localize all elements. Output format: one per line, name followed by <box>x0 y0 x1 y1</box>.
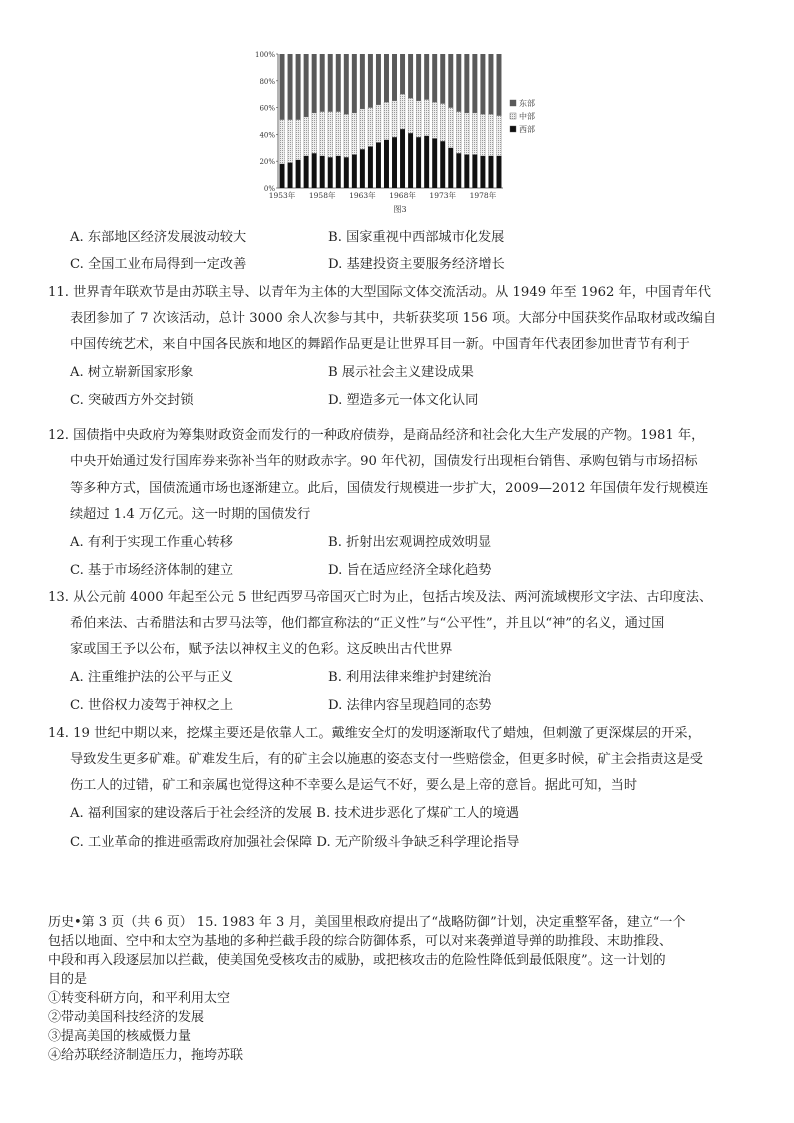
bar-segment-1966-西部 <box>384 140 389 188</box>
x-tick-label: 1963年 <box>349 191 376 200</box>
q12-stem-line-2: 中央开始通过发行国库券来弥补当年的财政赤字。90 年代初，国债发行出现柜台销售、承购包销与市场招标 <box>70 454 698 469</box>
q11-option-a[interactable]: A. 树立崭新国家形象 <box>70 365 194 380</box>
bar-segment-1965-中部 <box>376 105 381 143</box>
bar-segment-1968-中部 <box>400 94 405 129</box>
bar-segment-1963-西部 <box>360 149 365 188</box>
y-tick-label: 80% <box>259 77 275 86</box>
x-tick-label: 1953年 <box>268 191 296 200</box>
bar-segment-1954-东部 <box>288 54 293 120</box>
q14-stem-line-3: 伤工人的过错，矿工和亲属也觉得这种不幸要么是运气不好，要么是上帝的意旨。据此可知，当时 <box>70 778 638 793</box>
bar-segment-1958-中部 <box>320 112 325 156</box>
q12-stem-line-4: 续超过 1.4 万亿元。这一时期的国债发行 <box>70 507 311 522</box>
bar-segment-1971-西部 <box>424 136 429 188</box>
bar-segment-1979-中部 <box>488 114 493 156</box>
bar-segment-1973-西部 <box>440 141 445 188</box>
bar-segment-1959-东部 <box>328 54 333 112</box>
bar-segment-1959-中部 <box>328 112 333 158</box>
bar-segment-1969-东部 <box>408 54 413 98</box>
bar-segment-1969-西部 <box>408 133 413 188</box>
bar-segment-1966-中部 <box>384 102 389 140</box>
bar-segment-1960-东部 <box>336 54 341 112</box>
bar-segment-1955-西部 <box>296 160 301 188</box>
bar-segment-1970-西部 <box>416 137 421 188</box>
legend-label: 东部 <box>519 99 535 108</box>
bar-segment-1975-中部 <box>456 112 461 154</box>
legend-label: 中部 <box>519 112 535 121</box>
bar-segment-1980-西部 <box>496 156 501 188</box>
q13-option-b[interactable]: B. 利用法律来维护封建统治 <box>328 670 492 685</box>
bar-segment-1954-中部 <box>288 120 293 163</box>
bar-segment-1963-东部 <box>360 54 365 109</box>
chart-title: 图3 <box>393 205 407 214</box>
legend-swatch-东部 <box>510 100 516 106</box>
q12-option-a[interactable]: A. 有利于实现工作重心转移 <box>70 535 233 550</box>
bar-segment-1960-西部 <box>336 156 341 188</box>
bar-segment-1971-东部 <box>424 54 429 100</box>
q12-stem-line-3: 等多种方式，国债流通市场也逐渐建立。此后，国债发行规模进一步扩大，2009—2012 年国债年发行规模连 <box>70 481 709 496</box>
bar-segment-1975-西部 <box>456 153 461 188</box>
bar-segment-1978-中部 <box>480 114 485 156</box>
bar-segment-1962-东部 <box>352 54 357 113</box>
bar-segment-1977-东部 <box>472 54 477 113</box>
bar-segment-1955-东部 <box>296 54 301 120</box>
bar-segment-1969-中部 <box>408 98 413 133</box>
bar-segment-1962-西部 <box>352 155 357 189</box>
bar-segment-1975-东部 <box>456 54 461 112</box>
bar-segment-1965-西部 <box>376 142 381 188</box>
bar-segment-1973-中部 <box>440 104 445 142</box>
legend-swatch-中部 <box>510 113 516 119</box>
bar-segment-1955-中部 <box>296 120 301 160</box>
bar-segment-1959-西部 <box>328 157 333 188</box>
q15-stem-line-4: 目的是 <box>48 972 88 987</box>
bar-segment-1958-西部 <box>320 156 325 188</box>
legend-label: 西部 <box>519 125 535 134</box>
q15-stem-line-3: 中段和再入段逐层加以拦截，使美国免受核攻击的威胁，或把核攻击的危险性降低到最低限度”。这一计划的 <box>48 953 666 968</box>
chart-legend <box>510 98 535 134</box>
q15-item-4: ④给苏联经济制造压力，拖垮苏联 <box>48 1048 244 1063</box>
bar-segment-1953-西部 <box>280 164 285 188</box>
bar-segment-1970-东部 <box>416 54 421 101</box>
bar-segment-1980-中部 <box>496 116 501 156</box>
bar-segment-1972-西部 <box>432 138 437 188</box>
y-axis-ticks <box>255 51 278 193</box>
y-tick-label: 60% <box>259 104 275 113</box>
q14-stem-line-2: 导致发生更多矿难。矿难发生后，有的矿主会以施惠的姿态支付一些赔偿金，但更多时候，矿主会指责这是受 <box>70 752 703 767</box>
q11-stem-line-1: 11. 世界青年联欢节是由苏联主导、以青年为主体的大型国际文体交流活动。从 1949 年至 1962 年，中国青年代 <box>48 285 711 300</box>
q12-option-b[interactable]: B. 折射出宏观调控成效明显 <box>328 535 492 550</box>
q14-options-cd[interactable]: C. 工业革命的推进亟需政府加强社会保障 D. 无产阶级斗争缺乏科学理论指导 <box>70 835 520 850</box>
q11-stem-line-2: 表团参加了 7 次该活动，总计 3000 余人次参与其中，共斩获奖项 156 项。大部分中国获奖作品取材或改编自 <box>70 311 717 326</box>
q13-stem-line-1: 13. 从公元前 4000 年起至公元 5 世纪西罗马帝国灭亡时为止，包括古埃及法、两河流域楔形文字法、古印度法、 <box>48 590 713 605</box>
bar-segment-1965-东部 <box>376 54 381 105</box>
x-tick-label: 1958年 <box>308 191 336 200</box>
bar-segment-1976-东部 <box>464 54 469 113</box>
bar-segment-1979-西部 <box>488 156 493 188</box>
bar-segment-1977-中部 <box>472 113 477 155</box>
y-tick-label: 0% <box>263 185 275 193</box>
bar-segment-1964-西部 <box>368 146 373 188</box>
q11-option-c[interactable]: C. 突破西方外交封锁 <box>70 393 194 408</box>
bar-segment-1974-中部 <box>448 108 453 148</box>
plot-area <box>278 54 503 188</box>
bar-segment-1976-中部 <box>464 113 469 155</box>
bar-segment-1954-西部 <box>288 163 293 188</box>
q10-option-c[interactable]: C. 全国工业布局得到一定改善 <box>70 257 247 272</box>
y-tick-label: 40% <box>259 131 275 140</box>
bar-segment-1963-中部 <box>360 109 365 149</box>
q11-option-b[interactable]: B 展示社会主义建设成果 <box>328 365 474 380</box>
bar-segment-1958-东部 <box>320 54 325 112</box>
bar-segment-1953-东部 <box>280 54 285 120</box>
q14-options-ab[interactable]: A. 福利国家的建设落后于社会经济的发展 B. 技术进步恶化了煤矿工人的境遇 <box>70 806 519 821</box>
bar-segment-1956-中部 <box>304 117 309 156</box>
bar-segment-1972-东部 <box>432 54 437 102</box>
x-tick-label: 1968年 <box>389 191 416 200</box>
bar-segment-1953-中部 <box>280 120 285 164</box>
q12-option-c[interactable]: C. 基于市场经济体制的建立 <box>70 563 234 578</box>
bar-segment-1974-东部 <box>448 54 453 108</box>
legend-swatch-西部 <box>510 126 516 132</box>
bar-segment-1956-东部 <box>304 54 309 117</box>
bar-segment-1972-中部 <box>432 102 437 138</box>
bar-segment-1957-东部 <box>312 54 317 113</box>
bar-segment-1967-中部 <box>392 101 397 137</box>
stacked-bar-chart <box>248 48 548 218</box>
q11-option-d[interactable]: D. 塑造多元一体文化认同 <box>328 393 479 408</box>
bar-segment-1967-西部 <box>392 137 397 188</box>
bar-segment-1964-中部 <box>368 108 373 147</box>
bar-segment-1957-西部 <box>312 153 317 188</box>
q13-option-d[interactable]: D. 法律内容呈现趋同的态势 <box>328 698 492 713</box>
bar-segment-1964-东部 <box>368 54 373 108</box>
q15-stem-line-1: 历史•第 3 页（共 6 页） 15. 1983 年 3 月，美国里根政府提出了“战略防御”计划，决定重整军备，建立“一个 <box>48 915 686 930</box>
q11-stem-line-3: 中国传统艺术，来自中国各民族和地区的舞蹈作品更是让世界耳目一新。中国青年代表团参加世青节有利于 <box>70 337 690 352</box>
bar-segment-1961-西部 <box>344 157 349 188</box>
bar-segment-1979-东部 <box>488 54 493 114</box>
bar-segment-1976-西部 <box>464 155 469 189</box>
bar-segment-1970-中部 <box>416 101 421 137</box>
bar-segment-1966-东部 <box>384 54 389 102</box>
q12-option-d[interactable]: D. 旨在适应经济全球化趋势 <box>328 563 492 578</box>
q15-stem-line-2: 包括以地面、空中和太空为基地的多种拦截手段的综合防御体系，可以对来袭弹道导弹的助推段、末助推段、 <box>48 934 673 949</box>
x-tick-label: 1978年 <box>469 191 497 200</box>
bar-segment-1978-西部 <box>480 156 485 188</box>
q15-item-1: ①转变科研方向，和平利用太空 <box>48 991 231 1006</box>
q10-option-a[interactable]: A. 东部地区经济发展波动较大 <box>70 230 247 245</box>
bar-segment-1956-西部 <box>304 156 309 188</box>
bar-segment-1967-东部 <box>392 54 397 101</box>
bar-segment-1978-东部 <box>480 54 485 114</box>
q15-item-3: ③提高美国的核威慑力量 <box>48 1029 192 1044</box>
bar-segment-1977-西部 <box>472 155 477 189</box>
q15-item-2: ②带动美国科技经济的发展 <box>48 1010 205 1025</box>
q13-option-c[interactable]: C. 世俗权力凌驾于神权之上 <box>70 698 234 713</box>
q13-stem-line-3: 家或国王予以公布，赋予法以神权主义的色彩。这反映出古代世界 <box>70 642 453 657</box>
q10-option-d[interactable]: D. 基建投资主要服务经济增长 <box>328 257 505 272</box>
bar-segment-1960-中部 <box>336 112 341 156</box>
bar-segment-1973-东部 <box>440 54 445 104</box>
bar-segment-1968-东部 <box>400 54 405 94</box>
bar-segment-1957-中部 <box>312 113 317 153</box>
bar-segment-1974-西部 <box>448 148 453 188</box>
bar-segment-1961-中部 <box>344 114 349 157</box>
bar-segment-1980-东部 <box>496 54 501 116</box>
x-axis-ticks <box>269 190 497 200</box>
bar-segment-1971-中部 <box>424 100 429 136</box>
q14-stem-line-1: 14. 19 世纪中期以来，挖煤主要还是依靠人工。戴维安全灯的发明逐渐取代了蜡烛，但刺激了更深煤层的开采， <box>48 726 701 741</box>
q13-option-a[interactable]: A. 注重维护法的公平与正义 <box>70 670 233 685</box>
q12-stem-line-1: 12. 国债指中央政府为筹集财政资金而发行的一种政府债券，是商品经济和社会化大生产发展的产物。1981 年， <box>48 428 705 443</box>
bar-segment-1961-东部 <box>344 54 349 114</box>
y-tick-label: 100% <box>254 51 275 59</box>
bar-segment-1968-西部 <box>400 129 405 188</box>
x-tick-label: 1973年 <box>429 191 457 200</box>
y-tick-label: 20% <box>259 158 275 167</box>
bar-segment-1962-中部 <box>352 113 357 155</box>
q13-stem-line-2: 希伯来法、古希腊法和古罗马法等，他们都宣称法的“正义性”与“公平性”，并且以“神”的名义，通过国 <box>70 616 665 631</box>
q10-option-b[interactable]: B. 国家重视中西部城市化发展 <box>328 230 505 245</box>
